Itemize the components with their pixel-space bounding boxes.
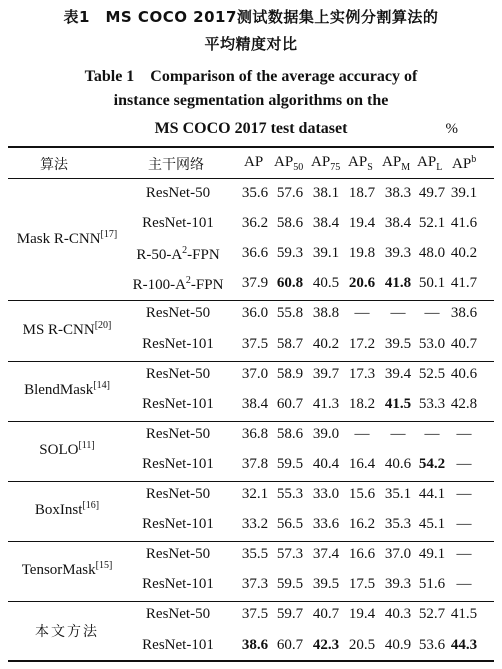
value-cell: 35.5	[241, 546, 269, 563]
value-cell: 38.4	[241, 395, 269, 412]
value-cell: 37.9	[241, 275, 269, 292]
value-cell: 37.4	[312, 546, 340, 563]
value-cell: 17.2	[348, 335, 376, 352]
value-cell: 53.0	[418, 335, 446, 352]
value-cell: 50.1	[418, 275, 446, 292]
header-aps: $AP_S$	[348, 154, 373, 173]
value-cell: 35.1	[384, 486, 412, 502]
value-cell: 59.5	[276, 455, 304, 472]
value-cell: 18.2	[348, 395, 376, 412]
backbone-cell: ResNet-50	[145, 606, 211, 623]
value-cell: 39.5	[384, 335, 412, 352]
value-cell: 16.6	[348, 546, 376, 563]
table-title-en-line1: Table 1 Comparison of the average accuracy of	[84, 68, 418, 85]
backbone-cell: ResNet-50	[145, 305, 211, 322]
value-cell: —	[456, 516, 472, 533]
method-name: BlendMask[14]	[24, 379, 110, 398]
value-cell: 17.3	[348, 365, 376, 382]
value-cell: 60.7	[276, 636, 304, 653]
value-cell: 36.2	[241, 215, 269, 232]
value-cell: 40.4	[312, 455, 340, 472]
value-cell: 40.6	[450, 365, 478, 382]
value-cell: —	[390, 305, 406, 322]
backbone-cell: ResNet-101	[142, 395, 214, 412]
value-cell: 49.7	[418, 185, 446, 201]
value-cell: —	[424, 305, 440, 322]
value-cell: 39.3	[384, 576, 412, 593]
backbone-cell: ResNet-50	[145, 425, 211, 442]
value-cell: 59.5	[276, 576, 304, 593]
header-apb: $AP^b$	[452, 154, 477, 172]
value-cell: 39.3	[384, 245, 412, 262]
value-cell: 37.0	[241, 365, 269, 382]
value-cell: 38.6	[241, 636, 269, 653]
value-cell: 35.3	[384, 516, 412, 533]
value-cell: 41.5	[450, 606, 478, 623]
value-cell: 59.3	[276, 245, 304, 262]
value-cell: 55.3	[276, 486, 304, 502]
value-cell: 39.7	[312, 365, 340, 382]
group-separator	[8, 481, 494, 482]
group-separator	[8, 601, 494, 602]
backbone-cell: ResNet-50	[145, 365, 211, 382]
value-cell: —	[456, 576, 472, 593]
value-cell: 17.5	[348, 576, 376, 593]
value-cell: 60.8	[276, 275, 304, 292]
value-cell: 39.1	[450, 185, 478, 201]
header-apl: $AP_L$	[417, 154, 443, 173]
value-cell: —	[390, 425, 406, 442]
backbone-cell: ResNet-101	[142, 516, 214, 533]
value-cell: 38.8	[312, 305, 340, 322]
value-cell: —	[424, 425, 440, 442]
backbone-cell: ResNet-50	[145, 546, 211, 563]
group-separator	[8, 541, 494, 542]
value-cell: 52.7	[418, 606, 446, 623]
header-method: 算法	[40, 157, 68, 173]
backbone-cell: ResNet-50	[145, 185, 211, 201]
value-cell: 54.2	[418, 455, 446, 472]
method-name: TensorMask[15]	[21, 560, 113, 579]
backbone-cell: $R-100-A^2$-FPN	[132, 275, 224, 294]
value-cell: 58.7	[276, 335, 304, 352]
value-cell: 37.5	[241, 606, 269, 623]
value-cell: 57.3	[276, 546, 304, 563]
value-cell: 40.6	[384, 455, 412, 472]
value-cell: 16.2	[348, 516, 376, 533]
value-cell: 41.3	[312, 395, 340, 412]
value-cell: 49.1	[418, 546, 446, 563]
group-separator	[8, 361, 494, 362]
header-apm: $AP_M$	[382, 154, 411, 173]
value-cell: 39.1	[312, 245, 340, 262]
value-cell: 44.1	[418, 486, 446, 502]
value-cell: —	[456, 455, 472, 472]
method-name: Mask R-CNN[17]	[16, 229, 118, 248]
value-cell: 40.5	[312, 275, 340, 292]
value-cell: 15.6	[348, 486, 376, 502]
value-cell: 38.3	[384, 185, 412, 201]
value-cell: 36.6	[241, 245, 269, 262]
group-separator	[8, 421, 494, 422]
header-ap75: $AP_{75}$	[311, 154, 341, 173]
value-cell: 41.6	[450, 215, 478, 232]
value-cell: 38.6	[450, 305, 478, 322]
value-cell: 20.5	[348, 636, 376, 653]
value-cell: 16.4	[348, 455, 376, 472]
value-cell: 52.5	[418, 365, 446, 382]
table-title-en-line2: instance segmentation algorithms on the	[113, 92, 389, 109]
method-name: 本文方法	[35, 623, 99, 640]
backbone-cell: ResNet-101	[142, 576, 214, 593]
value-cell: 33.6	[312, 516, 340, 533]
value-cell: 42.8	[450, 395, 478, 412]
value-cell: 39.5	[312, 576, 340, 593]
backbone-cell: ResNet-101	[142, 215, 214, 232]
value-cell: 33.0	[312, 486, 340, 502]
value-cell: 36.0	[241, 305, 269, 322]
value-cell: 41.7	[450, 275, 478, 292]
table-title-cn-line2: 平均精度对比	[204, 35, 298, 53]
value-cell: 40.2	[312, 335, 340, 352]
value-cell: 58.6	[276, 215, 304, 232]
backbone-cell: ResNet-50	[145, 486, 211, 502]
value-cell: 40.9	[384, 636, 412, 653]
value-cell: 51.6	[418, 576, 446, 593]
value-cell: 42.3	[312, 636, 340, 653]
value-cell: 38.4	[384, 215, 412, 232]
table-title-cn-line1: 表1 MS COCO 2017测试数据集上实例分割算法的	[63, 8, 439, 26]
value-cell: 48.0	[418, 245, 446, 262]
method-name: MS R-CNN[20]	[22, 319, 112, 338]
value-cell: 39.4	[384, 365, 412, 382]
header-rule	[8, 178, 494, 179]
value-cell: 53.6	[418, 636, 446, 653]
value-cell: 40.2	[450, 245, 478, 262]
value-cell: 56.5	[276, 516, 304, 533]
table-title-en-line3: MS COCO 2017 test dataset	[154, 120, 348, 137]
value-cell: 52.1	[418, 215, 446, 232]
value-cell: —	[354, 425, 370, 442]
value-cell: 57.6	[276, 185, 304, 201]
value-cell: 45.1	[418, 516, 446, 533]
value-cell: 41.5	[384, 395, 412, 412]
value-cell: 19.4	[348, 215, 376, 232]
bottom-rule	[8, 660, 494, 662]
value-cell: —	[354, 305, 370, 322]
unit-label: %	[445, 121, 458, 137]
value-cell: 35.6	[241, 185, 269, 201]
value-cell: 40.7	[450, 335, 478, 352]
value-cell: 40.7	[312, 606, 340, 623]
value-cell: 39.0	[312, 425, 340, 442]
value-cell: 37.8	[241, 455, 269, 472]
value-cell: —	[456, 425, 472, 442]
value-cell: 41.8	[384, 275, 412, 292]
value-cell: 38.4	[312, 215, 340, 232]
value-cell: 59.7	[276, 606, 304, 623]
method-name: BoxInst[16]	[34, 500, 100, 519]
method-name: SOLO[11]	[39, 439, 95, 458]
backbone-cell: ResNet-101	[142, 455, 214, 472]
value-cell: 37.5	[241, 335, 269, 352]
header-ap50: $AP_{50}$	[274, 154, 304, 173]
value-cell: 44.3	[450, 636, 478, 653]
value-cell: 37.0	[384, 546, 412, 563]
header-backbone: 主干网络	[148, 157, 204, 173]
value-cell: —	[456, 546, 472, 563]
backbone-cell: ResNet-101	[142, 636, 214, 653]
value-cell: 60.7	[276, 395, 304, 412]
value-cell: 38.1	[312, 185, 340, 201]
value-cell: 20.6	[348, 275, 376, 292]
value-cell: 37.3	[241, 576, 269, 593]
value-cell: 40.3	[384, 606, 412, 623]
group-separator	[8, 300, 494, 301]
header-ap: AP	[244, 154, 264, 170]
value-cell: 19.8	[348, 245, 376, 262]
value-cell: —	[456, 486, 472, 502]
backbone-cell: ResNet-101	[142, 335, 214, 352]
value-cell: 18.7	[348, 185, 376, 201]
backbone-cell: $R-50-A^2$-FPN	[136, 245, 220, 264]
value-cell: 32.1	[241, 486, 269, 502]
value-cell: 53.3	[418, 395, 446, 412]
value-cell: 33.2	[241, 516, 269, 533]
value-cell: 36.8	[241, 425, 269, 442]
top-rule	[8, 146, 494, 148]
value-cell: 55.8	[276, 305, 304, 322]
value-cell: 58.6	[276, 425, 304, 442]
value-cell: 19.4	[348, 606, 376, 623]
value-cell: 58.9	[276, 365, 304, 382]
